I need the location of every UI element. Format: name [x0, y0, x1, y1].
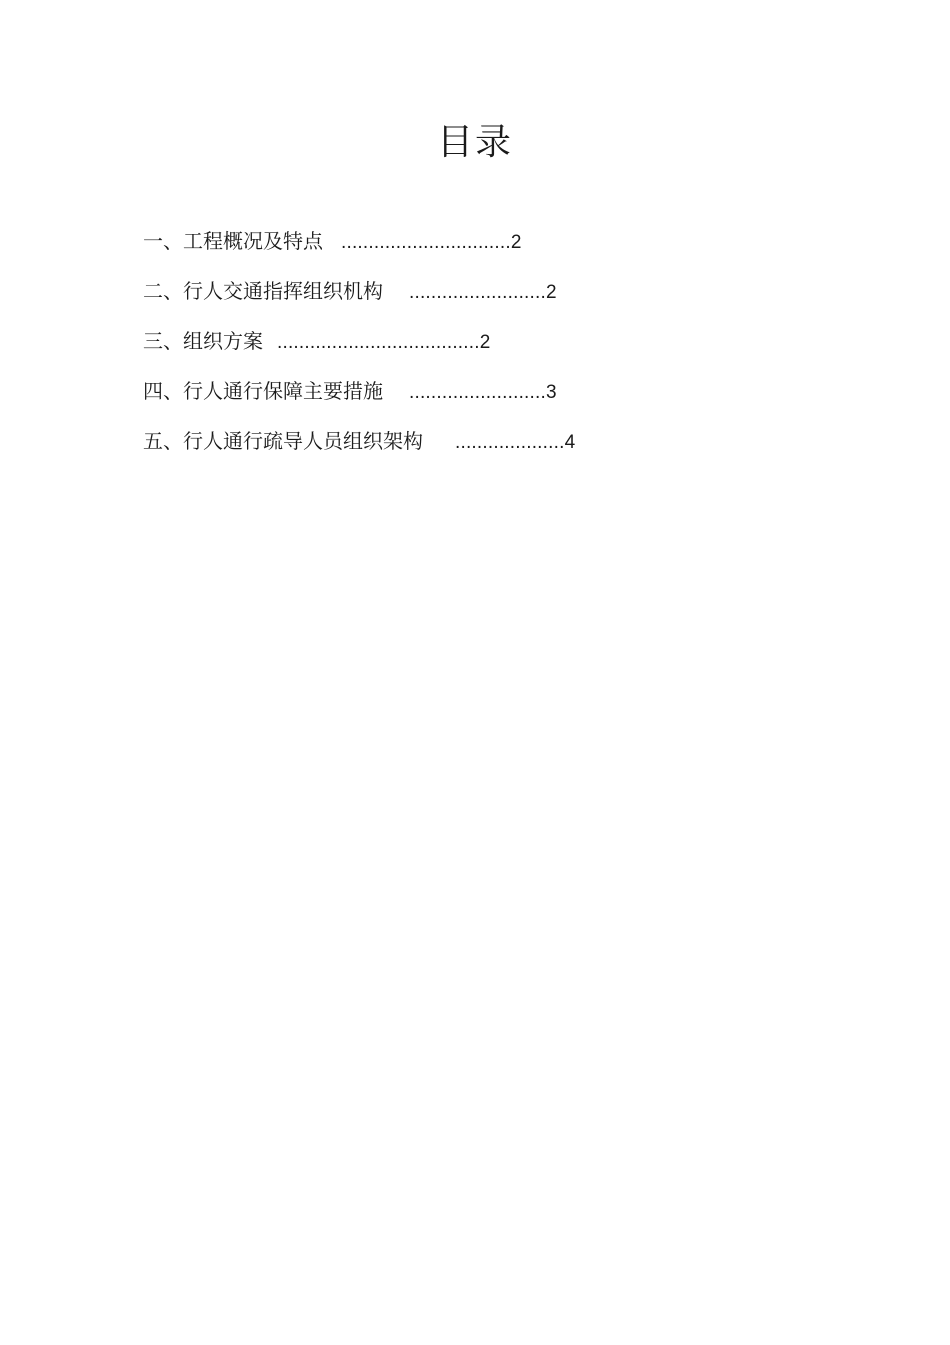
toc-entry-label: 三、组织方案	[143, 329, 263, 353]
toc-entry-leader: .........................	[409, 282, 546, 303]
toc-entry-page-number: 2	[545, 282, 557, 303]
toc-entry-page-number: 2	[510, 232, 522, 253]
table-of-contents	[143, 226, 575, 476]
toc-entry-leader: ....................	[455, 432, 565, 453]
toc-entry-page-number: 2	[479, 332, 491, 353]
toc-entry-label: 五、行人通行疏导人员组织架构	[143, 429, 423, 453]
toc-entry-page-number: 3	[545, 382, 557, 403]
toc-entry-label: 一、工程概况及特点	[143, 229, 323, 253]
toc-entry[interactable]	[143, 326, 575, 376]
toc-entry[interactable]	[143, 376, 575, 426]
toc-title: 目录	[436, 122, 513, 163]
toc-entry[interactable]	[143, 276, 575, 326]
toc-entry-leader: ...............................	[341, 232, 511, 253]
toc-entry[interactable]	[143, 226, 575, 276]
toc-entry-label: 四、行人通行保障主要措施	[143, 379, 383, 403]
toc-entry-leader: .........................	[409, 382, 546, 403]
toc-entry-label: 二、行人交通指挥组织机构	[143, 279, 383, 303]
toc-entry[interactable]	[143, 426, 575, 476]
toc-entry-page-number: 4	[564, 432, 576, 453]
toc-entry-leader: .....................................	[277, 332, 480, 353]
